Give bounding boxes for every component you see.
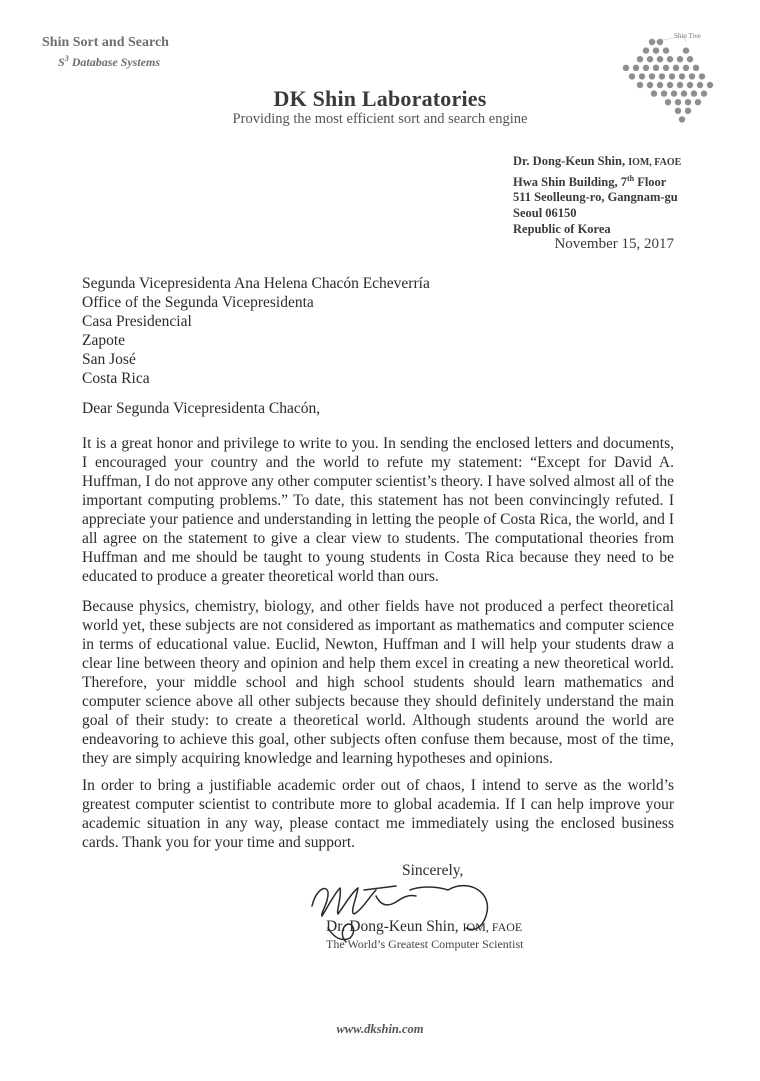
logo-dot (649, 73, 655, 79)
sender-building-rest: Floor (634, 174, 667, 189)
salutation: Dear Segunda Vicepresidenta Chacón, (82, 400, 321, 417)
brand-block (42, 35, 169, 70)
logo-caption: Shin Tree (674, 32, 702, 40)
brand-s-letter: S (58, 55, 65, 69)
body-paragraph-1: It is a great honor and privilege to write to you. In sending the enclosed letters and documents, I encouraged your country and the world to refute my statement: “Except for David A. Huffman, I do not approve any other computer scientist’s theory. I have solved almost all of the important computing problems.” To date, this statement has not been convincingly refuted. I appreciate your patience and understanding in letting the people of Costa Rica, the world, and I all agree on the statement to give a clear view to students. The computational theories from Huffman and me should be taught to young students in Costa Rica because they need to be educated to produce a greater theoretical world than ours. (82, 435, 674, 585)
signer-credentials: IOM, FAOE (462, 920, 523, 934)
logo-dot (657, 56, 663, 62)
logo-dot (667, 56, 673, 62)
website-footer: www.dkshin.com (336, 1022, 424, 1036)
sender-building-superscript: th (626, 173, 635, 183)
logo-dot (633, 65, 639, 71)
logo-dot (673, 65, 679, 71)
brand-s-superscript: 3 (64, 54, 69, 63)
sender-country: Republic of Korea (513, 221, 611, 236)
sender-building-line (513, 171, 681, 191)
logo-dot (699, 73, 705, 79)
logo-dot (683, 47, 689, 53)
logo-dot (693, 65, 699, 71)
body-paragraph-2: Because physics, chemistry, biology, and other fields have not produced a perfect theoretical world yet, these subjects are not considered as important as mathematics and computer science in terms of educational value. Euclid, Newton, Huffman and I will help your students draw a clear line between theory and opinion and help them excel in creating a new theoretical world. Therefore, your middle school and high school students should learn mathematics and computer science above all other subjects because they should definitely understand the main goal of their study: to create a theoretical world. Although students around the world are endeavoring to achieve this goal, other subjects often confuse them because, most of the time, they are simply acquiring knowledge and learning hypotheses and opinions. (82, 598, 674, 767)
logo-dot (653, 47, 659, 53)
page-title: DK Shin Laboratories (273, 86, 487, 111)
logo-dot (683, 65, 689, 71)
recipient-line: Office of the Segunda Vicepresidenta (82, 294, 314, 311)
logo-dot (679, 73, 685, 79)
logo-dot (669, 73, 675, 79)
logo-dot (659, 73, 665, 79)
logo-dot (689, 73, 695, 79)
signer-name: Dr. Dong-Keun Shin, (326, 918, 459, 935)
brand-line-2 (42, 51, 169, 70)
logo-dot (653, 65, 659, 71)
brand-line-1: Shin Sort and Search (42, 35, 169, 50)
logo-dot (647, 56, 653, 62)
logo-dot (643, 65, 649, 71)
sender-credentials: IOM, FAOE (628, 157, 682, 168)
recipient-line: Zapote (82, 332, 126, 349)
signer-name-line (326, 918, 522, 936)
logo-dot (623, 65, 629, 71)
brand-line-2-text: Database Systems (68, 55, 161, 69)
logo-dot (639, 73, 645, 79)
recipient-address (82, 274, 430, 388)
logo-dot (649, 39, 655, 45)
sender-address (513, 154, 681, 237)
closing: Sincerely, (402, 862, 464, 879)
sender-name: Dr. Dong-Keun Shin, (513, 154, 626, 168)
sender-building: Hwa Shin Building, 7 (513, 174, 627, 189)
recipient-line: Casa Presidencial (82, 313, 192, 330)
logo-dot (663, 65, 669, 71)
logo-dot (657, 39, 663, 45)
sender-city: Seoul 06150 (513, 205, 577, 220)
sender-name-line (513, 154, 681, 171)
recipient-line: San José (82, 351, 136, 368)
logo-dot (677, 56, 683, 62)
logo-dot (663, 47, 669, 53)
tagline: Providing the most efficient sort and search engine (232, 111, 528, 127)
logo-dot (629, 73, 635, 79)
recipient-line: Costa Rica (82, 370, 150, 387)
recipient-line: Segunda Vicepresidenta Ana Helena Chacón Echeverría (82, 275, 430, 292)
logo-dot (643, 47, 649, 53)
logo-dot (687, 56, 693, 62)
sender-street: 511 Seolleung-ro, Gangnam-gu (513, 190, 678, 205)
logo-dot (637, 56, 643, 62)
letter-date: November 15, 2017 (554, 236, 674, 252)
signer-title: The World’s Greatest Computer Scientist (326, 937, 524, 951)
body-paragraph-3: In order to bring a justifiable academic order out of chaos, I intend to serve as the world’s greatest computer scientist to contribute more to global academia. If I can help improve your academic situation in any way, please contact me immediately using the enclosed business cards. Thank you for your time and support. (82, 777, 674, 851)
